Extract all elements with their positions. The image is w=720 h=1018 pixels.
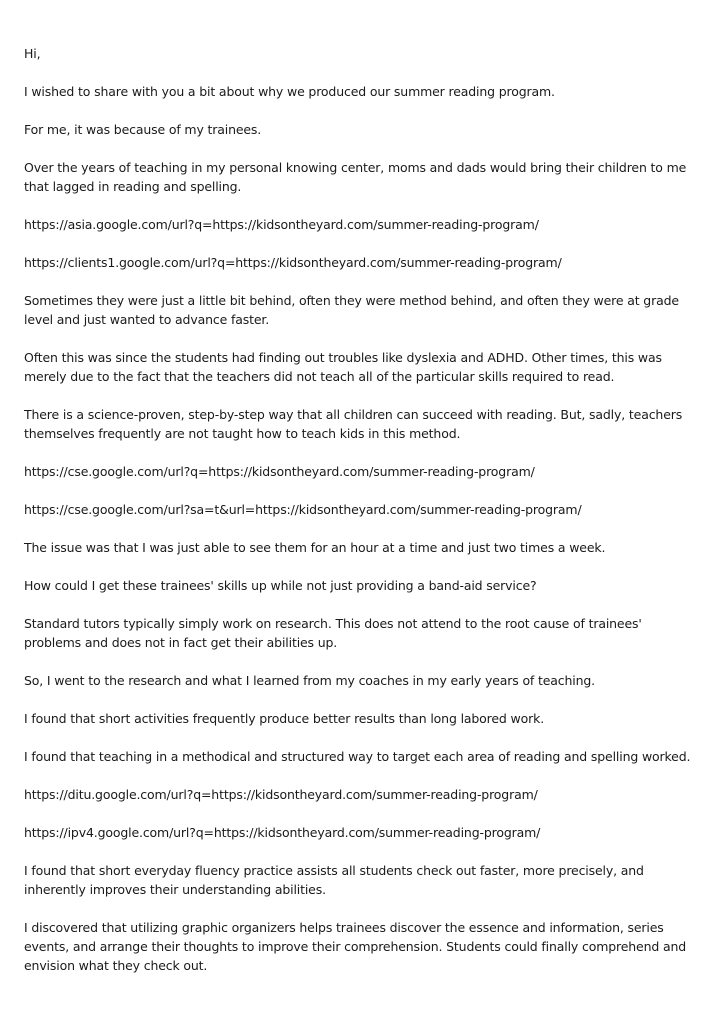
paragraph: Sometimes they were just a little bit behind, often they were method behind, and often they were at grade level and just wanted to advance faster.: [24, 293, 679, 327]
document-body: [24, 44, 692, 994]
paragraph: There is a science-proven, step-by-step way that all children can succeed with reading. But, sadly, teachers themselves frequently are not taught how to teach kids in this method.: [24, 407, 683, 441]
url-line: https://cse.google.com/url?q=https://kidsontheyard.com/summer-reading-program/: [24, 464, 535, 479]
paragraph: I wished to share with you a bit about why we produced our summer reading program.: [24, 84, 555, 99]
url-line: https://clients1.google.com/url?q=https://kidsontheyard.com/summer-reading-program/: [24, 255, 562, 270]
greeting: Hi,: [24, 46, 41, 61]
paragraph: How could I get these trainees' skills up while not just providing a band-aid service?: [24, 578, 537, 593]
paragraph: So, I went to the research and what I learned from my coaches in my early years of teaching.: [24, 673, 596, 688]
url-line: https://cse.google.com/url?sa=t&url=https://kidsontheyard.com/summer-reading-program/: [24, 502, 582, 517]
url-line: https://ditu.google.com/url?q=https://kidsontheyard.com/summer-reading-program/: [24, 787, 538, 802]
paragraph: Often this was since the students had finding out troubles like dyslexia and ADHD. Other times, this was merely due to the fact that the teachers did not teach all of the particular skills required to read.: [24, 350, 662, 384]
url-line: https://ipv4.google.com/url?q=https://kidsontheyard.com/summer-reading-program/: [24, 825, 541, 840]
paragraph: For me, it was because of my trainees.: [24, 122, 262, 137]
paragraph: The issue was that I was just able to see them for an hour at a time and just two times a week.: [24, 540, 606, 555]
paragraph: I discovered that utilizing graphic organizers helps trainees discover the essence and information, series events, and arrange their thoughts to improve their comprehension. Students could finally comprehend and envision what they check out.: [24, 920, 687, 973]
paragraph: I found that short activities frequently produce better results than long labored work.: [24, 711, 545, 726]
paragraph: I found that teaching in a methodical and structured way to target each area of reading and spelling worked.: [24, 749, 691, 764]
paragraph: Over the years of teaching in my personal knowing center, moms and dads would bring their children to me that lagged in reading and spelling.: [24, 160, 687, 194]
url-line: https://asia.google.com/url?q=https://kidsontheyard.com/summer-reading-program/: [24, 217, 539, 232]
paragraph: Standard tutors typically simply work on research. This does not attend to the root cause of trainees' problems and does not in fact get their abilities up.: [24, 616, 642, 650]
paragraph: I found that short everyday fluency practice assists all students check out faster, more precisely, and inherently improves their understanding abilities.: [24, 863, 644, 897]
